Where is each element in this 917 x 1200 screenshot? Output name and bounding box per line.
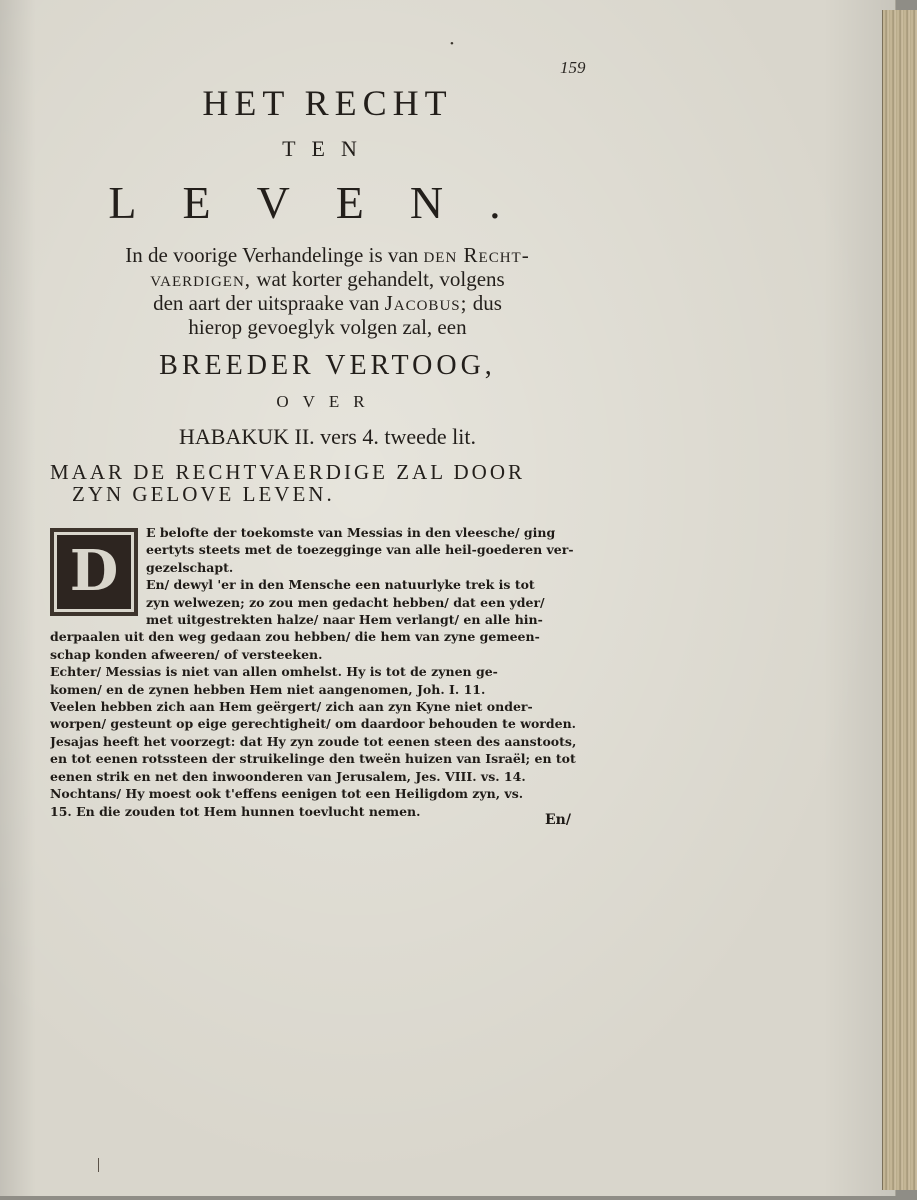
verse-text xyxy=(50,461,590,505)
intro-line: den aart der uitspraake van Jacobus; dus xyxy=(153,291,502,315)
body-text xyxy=(50,524,590,820)
body-line: E belofte der toekomste van Messias in den vleesche/ ging xyxy=(146,525,556,540)
body-line: worpen/ gesteunt op eige gerechtigheit/ om daardoor behouden te worden. xyxy=(50,716,577,732)
body-line: 15. En die zouden tot Hem hunnen toevlucht nemen. xyxy=(50,803,421,819)
intro-line: hierop gevoeglyk volgen zal, een xyxy=(188,315,467,339)
scripture-reference: HABAKUK II. vers 4. tweede lit. xyxy=(179,424,476,449)
body-line: Echter/ Messias is niet van allen omhelst. Hy is tot de zynen ge- xyxy=(50,664,498,680)
drop-cap-letter: D xyxy=(69,538,119,605)
body-line: schap konden afweeren/ of versteeken. xyxy=(50,646,323,662)
margin-mark xyxy=(98,1158,99,1172)
verse-line: ZYN GELOVE LEVEN. xyxy=(72,482,335,506)
intro-paragraph xyxy=(40,243,615,339)
title-line-1: HET RECHT xyxy=(202,83,453,123)
page-number: 159 xyxy=(560,58,586,77)
body-line: Nochtans/ Hy moest ook t'effens eenigen tot een Heiligdom zyn, vs. xyxy=(50,786,524,802)
body-line: met uitgestrekten halze/ naar Hem verlangt/ en alle hin- xyxy=(146,612,543,628)
body-line: gezelschapt. xyxy=(146,559,234,575)
verse-line: MAAR DE RECHTVAERDIGE ZAL DOOR xyxy=(50,460,525,484)
body-line: komen/ en de zynen hebben Hem niet aangenomen, Joh. I. 11. xyxy=(50,681,486,697)
drop-cap-ornament xyxy=(50,528,138,616)
body-line: Veelen hebben zich aan Hem geërgert/ zich aan zyn Kyne niet onder- xyxy=(50,699,533,715)
body-line: eertyts steets met de toezegginge van alle heil-goederen ver- xyxy=(146,542,574,558)
title-line-3: LEVEN. xyxy=(108,177,547,228)
catchword: En/ xyxy=(545,812,571,828)
body-line: En/ dewyl 'er in den Mensche een natuurlyke trek is tot xyxy=(146,577,535,593)
body-line: en tot eenen rotssteen der struikelinge den tweën huizen van Israël; en tot xyxy=(50,751,576,767)
ink-dot: • xyxy=(450,38,454,50)
body-line: Jesajas heeft het voorzegt: dat Hy zyn zoude tot eenen steen des aanstoots, xyxy=(50,733,577,749)
intro-line: In de voorige Verhandelinge is van den Recht- xyxy=(125,243,530,267)
intro-line: vaerdigen, wat korter gehandelt, volgens xyxy=(150,267,505,291)
body-line: zyn welwezen; zo zou men gedacht hebben/ dat een yder/ xyxy=(146,594,545,610)
body-line: derpaalen uit den weg gedaan zou hebben/ die hem van zyne gemeen- xyxy=(50,629,540,645)
section-heading: BREEDER VERTOOG, xyxy=(159,350,496,381)
body-line: eenen strik en net den inwoonderen van Jerusalem, Jes. VIII. vs. 14. xyxy=(50,768,526,784)
page-stack-edge xyxy=(882,10,917,1190)
title-line-2: TEN xyxy=(282,136,373,161)
over-label: OVER xyxy=(276,392,379,411)
